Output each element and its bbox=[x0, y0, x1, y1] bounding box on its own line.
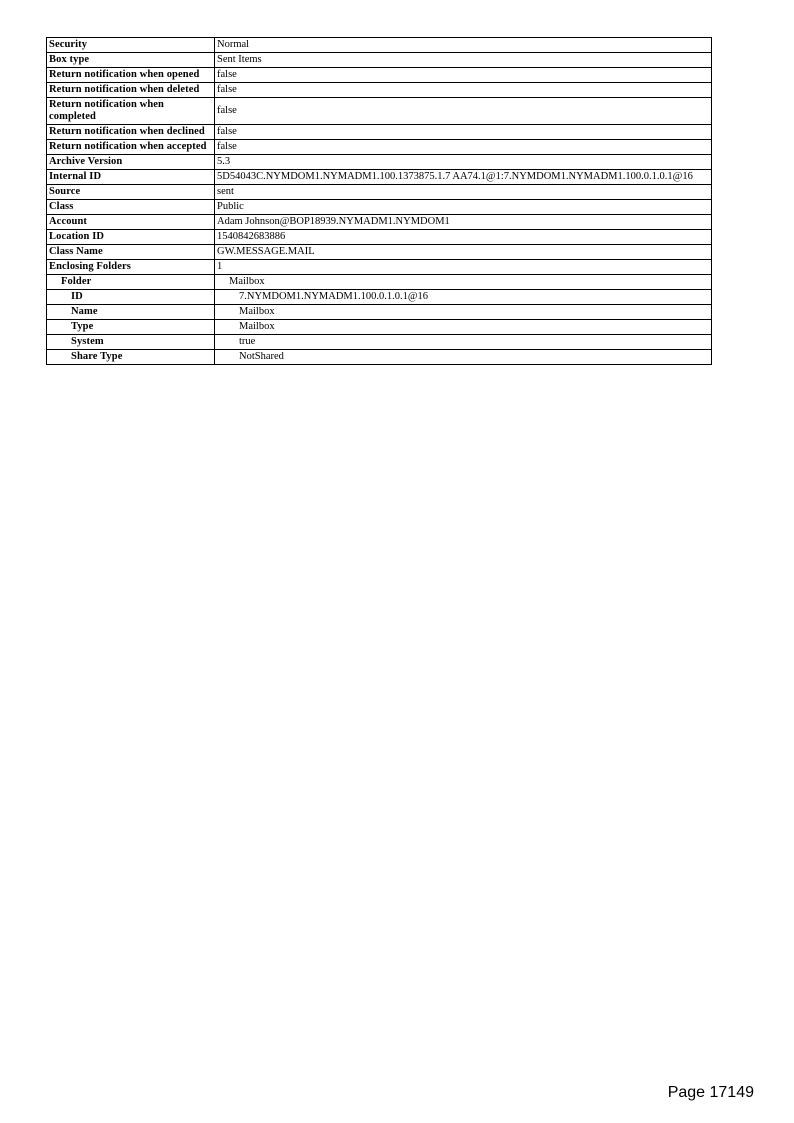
property-key: Archive Version bbox=[47, 155, 215, 170]
property-row bbox=[47, 38, 712, 53]
property-value: 7.NYMDOM1.NYMADM1.100.0.1.0.1@16 bbox=[215, 290, 712, 305]
properties-table bbox=[46, 37, 712, 365]
property-row bbox=[47, 140, 712, 155]
property-value: Adam Johnson@BOP18939.NYMADM1.NYMDOM1 bbox=[215, 215, 712, 230]
property-value: Mailbox bbox=[215, 275, 712, 290]
property-key: Return notification when accepted bbox=[47, 140, 215, 155]
property-key: Class Name bbox=[47, 245, 215, 260]
property-key: Folder bbox=[47, 275, 215, 290]
property-row bbox=[47, 200, 712, 215]
property-row bbox=[47, 260, 712, 275]
property-value: sent bbox=[215, 185, 712, 200]
property-key: Type bbox=[47, 320, 215, 335]
property-value: Mailbox bbox=[215, 305, 712, 320]
property-key: Return notification when opened bbox=[47, 68, 215, 83]
property-value: Mailbox bbox=[215, 320, 712, 335]
property-value: Normal bbox=[215, 38, 712, 53]
property-value: GW.MESSAGE.MAIL bbox=[215, 245, 712, 260]
property-value: false bbox=[215, 98, 712, 125]
property-row bbox=[47, 155, 712, 170]
property-key: Account bbox=[47, 215, 215, 230]
page-number: Page 17149 bbox=[667, 1084, 754, 1101]
property-key: Return notification when declined bbox=[47, 125, 215, 140]
property-row bbox=[47, 185, 712, 200]
property-row bbox=[47, 245, 712, 260]
property-value: 1 bbox=[215, 260, 712, 275]
property-row bbox=[47, 68, 712, 83]
property-key: Return notification when deleted bbox=[47, 83, 215, 98]
property-value: false bbox=[215, 125, 712, 140]
property-key: Return notification when completed bbox=[47, 98, 215, 125]
property-row bbox=[47, 320, 712, 335]
property-row bbox=[47, 230, 712, 245]
property-key: Class bbox=[47, 200, 215, 215]
property-value: 5.3 bbox=[215, 155, 712, 170]
properties-table-body bbox=[47, 38, 712, 365]
property-row bbox=[47, 350, 712, 365]
property-row bbox=[47, 275, 712, 290]
property-key: ID bbox=[47, 290, 215, 305]
property-value: false bbox=[215, 83, 712, 98]
property-value: 1540842683886 bbox=[215, 230, 712, 245]
property-key: Name bbox=[47, 305, 215, 320]
property-row bbox=[47, 125, 712, 140]
property-value: Public bbox=[215, 200, 712, 215]
property-row bbox=[47, 290, 712, 305]
property-value: true bbox=[215, 335, 712, 350]
property-value: Sent Items bbox=[215, 53, 712, 68]
property-value: false bbox=[215, 68, 712, 83]
property-key: Source bbox=[47, 185, 215, 200]
property-row bbox=[47, 53, 712, 68]
property-key: Box type bbox=[47, 53, 215, 68]
property-key: Security bbox=[47, 38, 215, 53]
property-row bbox=[47, 170, 712, 185]
property-key: System bbox=[47, 335, 215, 350]
property-row bbox=[47, 215, 712, 230]
property-value: false bbox=[215, 140, 712, 155]
property-key: Internal ID bbox=[47, 170, 215, 185]
property-key: Location ID bbox=[47, 230, 215, 245]
property-row bbox=[47, 98, 712, 125]
property-row bbox=[47, 335, 712, 350]
property-value: 5D54043C.NYMDOM1.NYMADM1.100.1373875.1.7 AA74.1@1:7.NYMDOM1.NYMADM1.100.0.1.0.1@16 bbox=[215, 170, 712, 185]
property-value: NotShared bbox=[215, 350, 712, 365]
property-key: Enclosing Folders bbox=[47, 260, 215, 275]
property-row bbox=[47, 305, 712, 320]
property-row bbox=[47, 83, 712, 98]
property-key: Share Type bbox=[47, 350, 215, 365]
